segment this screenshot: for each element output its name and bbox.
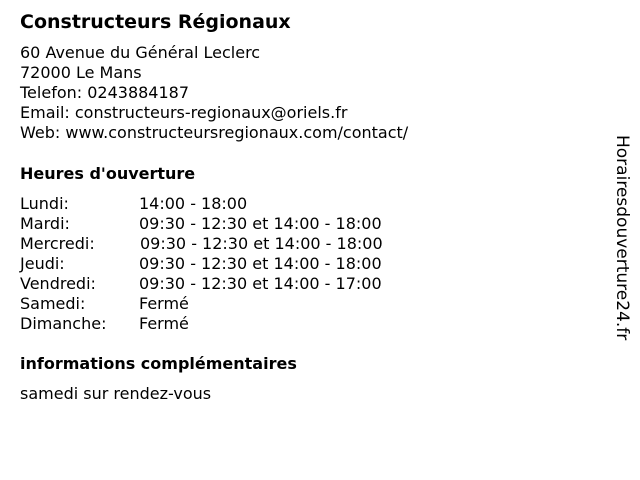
day-label: Jeudi: — [20, 254, 65, 273]
time-value: Fermé — [139, 314, 189, 333]
day-label: Mercredi: — [20, 234, 95, 253]
day-label: Samedi: — [20, 294, 86, 313]
info-text: samedi sur rendez-vous — [20, 384, 212, 403]
info-heading: informations complémentaires — [20, 354, 297, 373]
address-city: 72000 Le Mans — [20, 63, 142, 82]
time-value: 09:30 - 12:30 et 14:00 - 18:00 — [140, 234, 383, 253]
day-label: Mardi: — [20, 214, 70, 233]
address-street: 60 Avenue du Général Leclerc — [20, 43, 261, 62]
time-value: Fermé — [139, 294, 189, 313]
day-label: Lundi: — [20, 194, 69, 213]
contact-block — [20, 43, 408, 143]
time-value: 09:30 - 12:30 et 14:00 - 17:00 — [139, 274, 382, 293]
time-value: 09:30 - 12:30 et 14:00 - 18:00 — [139, 214, 382, 233]
email-line: Email: constructeurs-regionaux@oriels.fr — [20, 103, 348, 122]
web-line: Web: www.constructeursregionaux.com/contact/ — [20, 123, 409, 142]
phone-line: Telefon: 0243884187 — [20, 83, 190, 102]
time-value: 09:30 - 12:30 et 14:00 - 18:00 — [139, 254, 382, 273]
site-watermark: Horairesdouverture24.fr — [612, 135, 632, 341]
hours-heading: Heures d'ouverture — [20, 164, 196, 183]
time-value: 14:00 - 18:00 — [139, 194, 248, 213]
day-label: Dimanche: — [20, 314, 107, 333]
day-label: Vendredi: — [20, 274, 96, 293]
business-name: Constructeurs Régionaux — [20, 11, 291, 33]
